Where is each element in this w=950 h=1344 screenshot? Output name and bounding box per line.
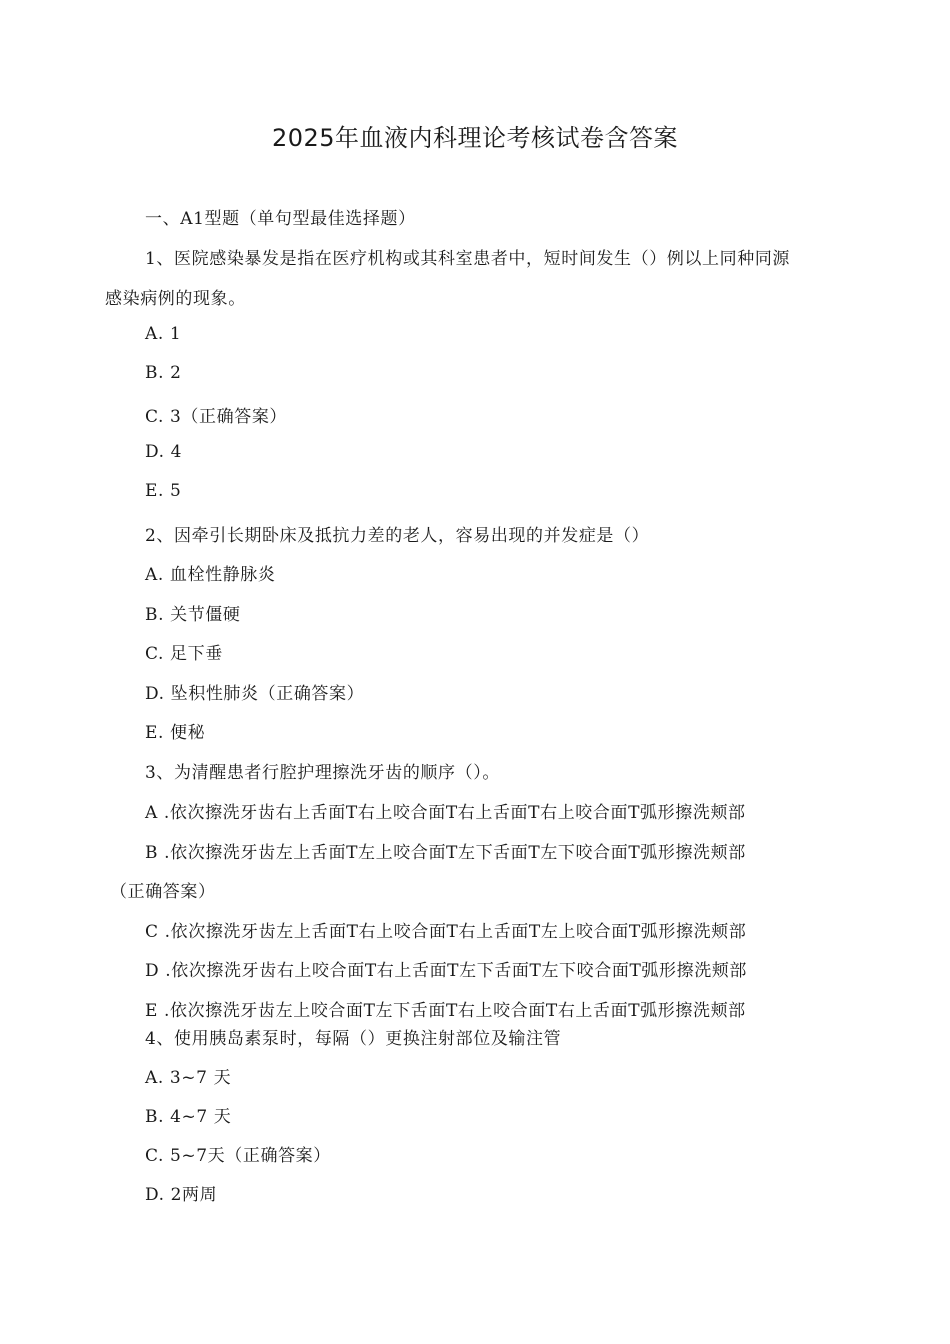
section-heading: 一、A1型题（单句型最佳选择题） xyxy=(145,209,416,229)
page-title: 2025年血液内科理论考核试卷含答案 xyxy=(271,124,679,152)
question-2-stem: 2、因牵引长期卧床及抵抗力差的老人，容易出现的并发症是（） xyxy=(145,526,650,546)
question-3-option-b: B .依次擦洗牙齿左上舌面T左上咬合面T左下舌面T左下咬合面T弧形擦洗颊部 xyxy=(145,843,746,863)
question-3-stem: 3、为清醒患者行腔护理擦洗牙齿的顺序（）。 xyxy=(145,763,500,783)
question-4-option-c: C. 5~7天（正确答案） xyxy=(145,1146,331,1166)
question-1-option-e: E. 5 xyxy=(145,481,182,501)
question-4-option-b: B. 4~7 天 xyxy=(145,1107,232,1127)
question-3-option-a: A .依次擦洗牙齿右上舌面T右上咬合面T右上舌面T右上咬合面T弧形擦洗颊部 xyxy=(145,803,746,823)
question-3-option-d: D .依次擦洗牙齿右上咬合面T右上舌面T左下舌面T左下咬合面T弧形擦洗颊部 xyxy=(145,961,747,981)
question-4-option-a: A. 3~7 天 xyxy=(145,1068,232,1088)
question-4-option-d: D. 2两周 xyxy=(145,1185,218,1205)
question-4-stem: 4、使用胰岛素泵时，每隔（）更换注射部位及输注管 xyxy=(145,1029,562,1049)
question-1-option-a: A. 1 xyxy=(145,324,182,344)
question-2-option-c: C. 足下垂 xyxy=(145,644,223,664)
question-1-stem-continued: 感染病例的现象。 xyxy=(105,289,246,309)
question-1-option-b: B. 2 xyxy=(145,363,182,383)
question-3-option-c: C .依次擦洗牙齿左上舌面T右上咬合面T右上舌面T左上咬合面T弧形擦洗颊部 xyxy=(145,922,747,942)
question-2-option-a: A. 血栓性静脉炎 xyxy=(145,565,276,585)
question-3-option-b-continued: （正确答案） xyxy=(110,882,216,902)
question-2-option-d: D. 坠积性肺炎（正确答案） xyxy=(145,684,365,704)
question-2-option-e: E. 便秘 xyxy=(145,723,206,743)
question-2-option-b: B. 关节僵硬 xyxy=(145,605,241,625)
question-1-stem: 1、医院感染暴发是指在医疗机构或其科室患者中，短时间发生（）例以上同种同源 xyxy=(145,249,791,269)
question-3-option-e: E .依次擦洗牙齿左上咬合面T左下舌面T右上咬合面T右上舌面T弧形擦洗颊部 xyxy=(145,1001,746,1021)
question-1-option-c: C. 3（正确答案） xyxy=(145,407,288,427)
question-1-option-d: D. 4 xyxy=(145,442,183,462)
